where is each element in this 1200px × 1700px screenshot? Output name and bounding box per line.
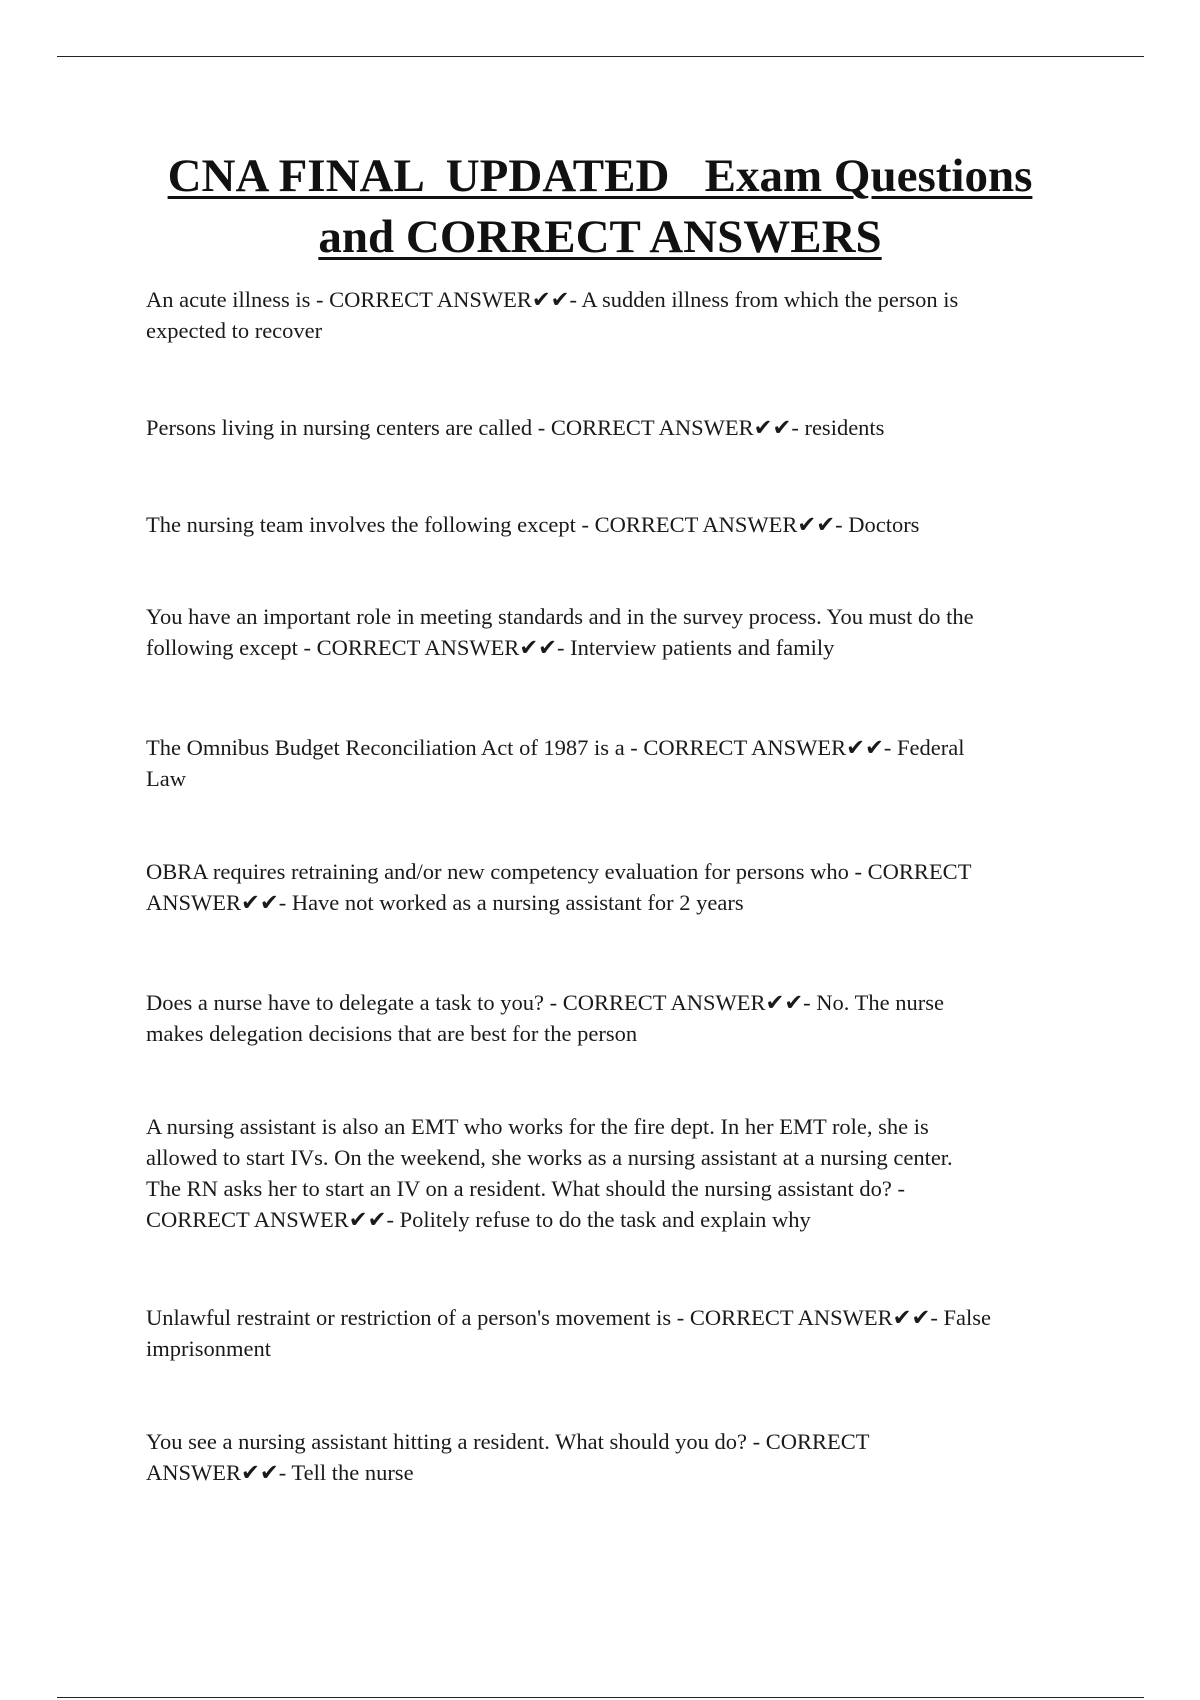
qa-item: The nursing team involves the following except - CORRECT ANSWER✔✔- Doctors: [146, 512, 920, 537]
qa-item: Persons living in nursing centers are called - CORRECT ANSWER✔✔- residents: [146, 415, 885, 440]
document-title: CNA FINAL UPDATED Exam Questions and CORRECT ANSWERS: [167, 150, 1033, 263]
qa-item: Does a nurse have to delegate a task to you? - CORRECT ANSWER✔✔- No. The nurse makes delegation decisions that are best for the person: [146, 990, 944, 1046]
qa-item: The Omnibus Budget Reconciliation Act of 1987 is a - CORRECT ANSWER✔✔- Federal Law: [146, 735, 965, 791]
qa-item: OBRA requires retraining and/or new competency evaluation for persons who - CORRECT ANSWER✔✔- Have not worked as a nursing assistant for 2 years: [146, 859, 972, 915]
qa-item: You have an important role in meeting standards and in the survey process. You must do the following except - CORRECT ANSWER✔✔- Interview patients and family: [146, 604, 974, 660]
qa-item: An acute illness is - CORRECT ANSWER✔✔- A sudden illness from which the person is expected to recover: [146, 287, 959, 343]
qa-item: Unlawful restraint or restriction of a person's movement is - CORRECT ANSWER✔✔- False imprisonment: [146, 1305, 991, 1361]
qa-item: You see a nursing assistant hitting a resident. What should you do? - CORRECT ANSWER✔✔- Tell the nurse: [146, 1429, 870, 1485]
top-rule: [57, 56, 1144, 57]
qa-item: A nursing assistant is also an EMT who works for the fire dept. In her EMT role, she is allowed to start IVs. On the weekend, she works as a nursing assistant at a nursing center. The RN asks her to start an IV on a resident. What should the nursing assistant do? - CORRECT ANSWER✔✔- Politely refuse to do the task and explain why: [146, 1114, 953, 1232]
bottom-rule: [57, 1697, 1144, 1698]
